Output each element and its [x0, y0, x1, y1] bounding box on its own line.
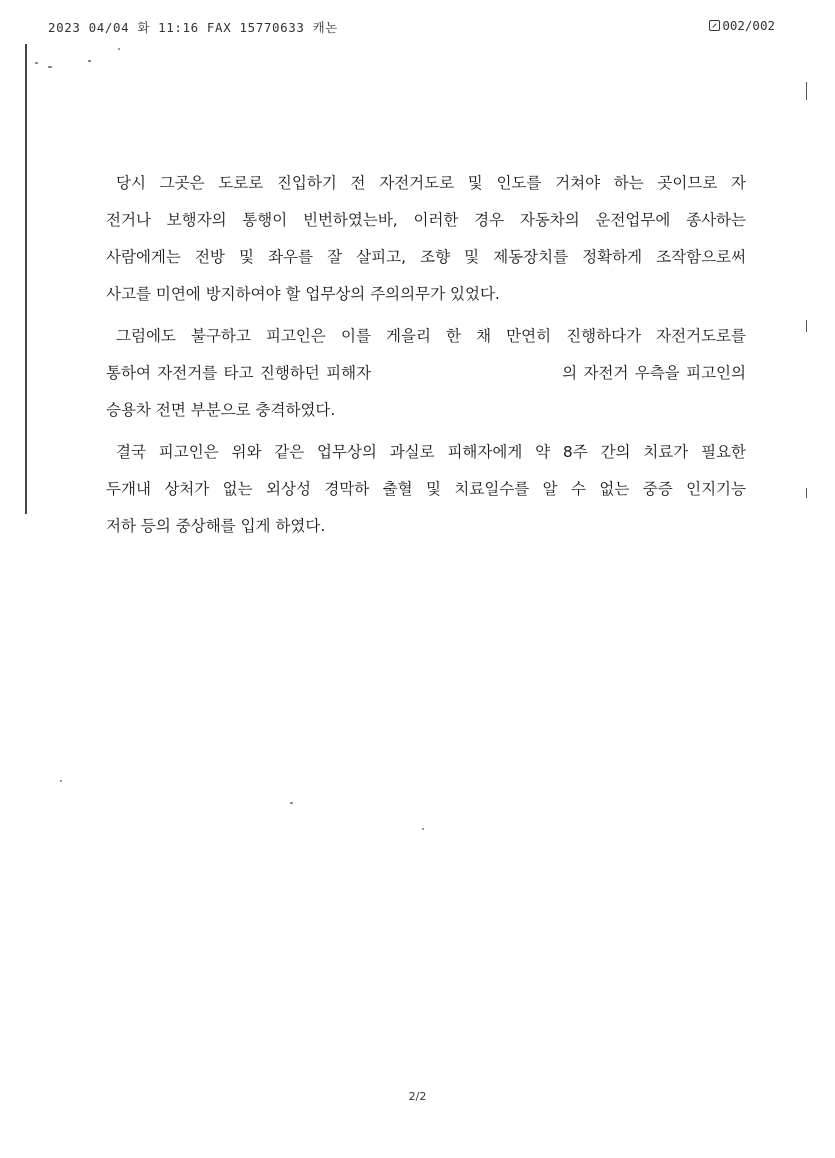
- fax-header: [0, 18, 835, 40]
- text-line: 사고를 미연에 방지하여야 할 업무상의 주의의무가 있었다.: [106, 285, 500, 303]
- text-line: 통하여 자전거를 타고 진행하던 피해자 의 자전거 우측을 피고인의: [106, 364, 746, 382]
- paragraph-3: [106, 434, 746, 545]
- paragraph-2: [106, 318, 746, 429]
- text-line: 전거나 보행자의 통행이 빈번하였는바, 이러한 경우 자동차의 운전업무에 종사하는: [106, 211, 746, 229]
- text-line: 승용차 전면 부분으로 충격하였다.: [106, 401, 336, 419]
- document-body: [106, 165, 746, 550]
- scan-speck: [35, 62, 38, 64]
- text-line: 사람에게는 전방 및 좌우를 잘 살피고, 조향 및 제동장치를 정확하게 조작함으로써: [106, 248, 746, 266]
- fax-transmission-info: 2023 04/04 화 11:16 FAX 15770633 캐논: [48, 20, 338, 35]
- scan-speck: [88, 60, 91, 62]
- scan-edge-mark: [806, 82, 808, 100]
- fax-page-counter: 002/002: [722, 18, 775, 33]
- text-line: 그럼에도 불구하고 피고인은 이를 게을리 한 채 만연히 진행하다가 자전거도로를: [116, 327, 746, 345]
- scan-edge-mark: [806, 488, 808, 498]
- scan-speck: [422, 828, 424, 830]
- scan-speck: [290, 802, 293, 804]
- text-line: 당시 그곳은 도로로 진입하기 전 자전거도로 및 인도를 거쳐야 하는 곳이므로 자: [116, 174, 746, 192]
- text-line: 두개내 상처가 없는 외상성 경막하 출혈 및 치료일수를 알 수 없는 중증 인지기능: [106, 480, 746, 498]
- fax-page-counter-group: [709, 18, 775, 33]
- text-line: 저하 등의 중상해를 입게 하였다.: [106, 517, 326, 535]
- scan-edge-mark: [806, 320, 808, 332]
- scan-speck: [60, 780, 62, 782]
- fax-page-icon: [709, 20, 720, 31]
- page-number: 2/2: [408, 1090, 427, 1103]
- scan-speck: [118, 48, 120, 50]
- paragraph-1: [106, 165, 746, 313]
- scan-speck: [48, 66, 52, 68]
- scan-left-edge-line: [25, 44, 27, 514]
- text-line: 결국 피고인은 위와 같은 업무상의 과실로 피해자에게 약 8주 간의 치료가 필요한: [116, 443, 746, 461]
